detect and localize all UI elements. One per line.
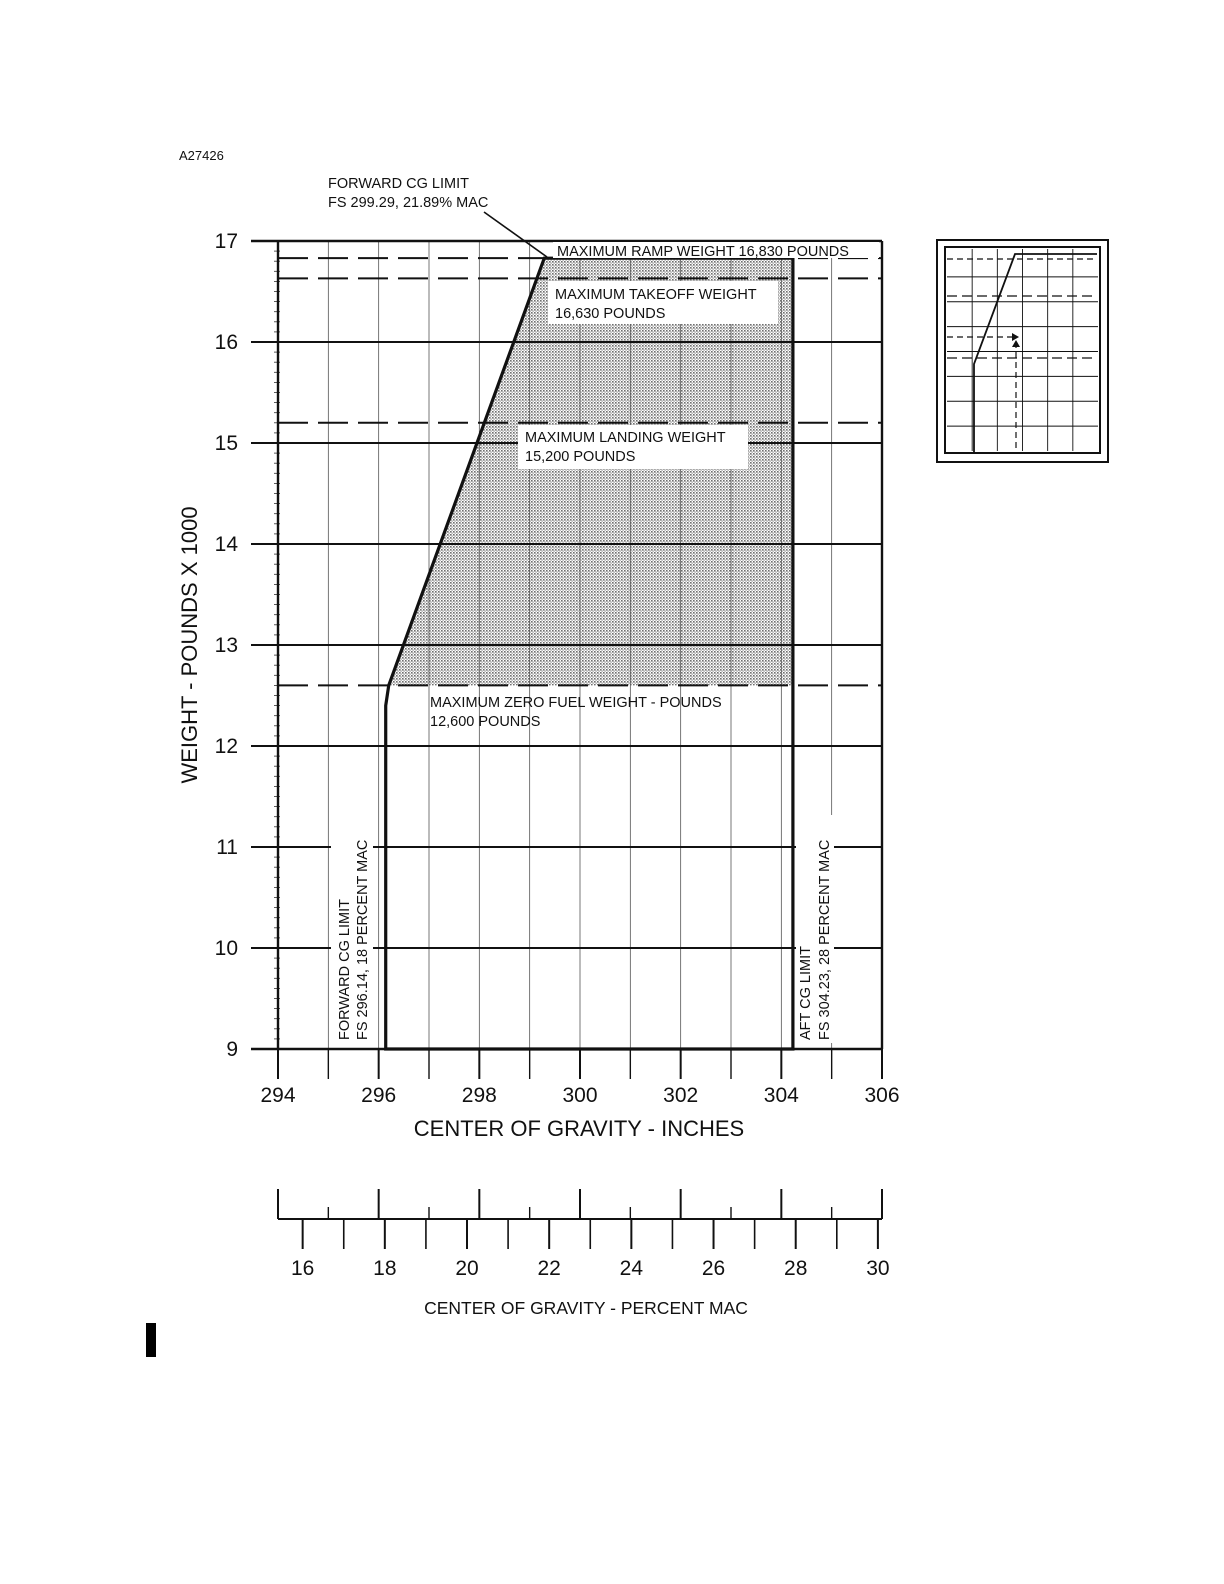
mac-tick-label: 22: [537, 1257, 561, 1280]
y-tick-label: 14: [214, 533, 238, 556]
landing-weight-value: 15,200 POUNDS: [525, 449, 636, 465]
aft-limit-annotation-line2: FS 304.23, 28 PERCENT MAC: [817, 839, 833, 1040]
percent-mac-axis: [278, 1189, 890, 1280]
mac-tick-label: 18: [373, 1257, 397, 1280]
forward-limit-annotation-line1: FORWARD CG LIMIT: [337, 899, 353, 1040]
forward-top-leader-line: [484, 212, 547, 257]
x-tick-label: 298: [461, 1084, 497, 1107]
index-thumbnail: [937, 240, 1108, 462]
y-tick-label: 16: [214, 331, 238, 354]
mac-tick-label: 20: [455, 1257, 479, 1280]
y-tick-label: 12: [214, 735, 238, 758]
mac-tick-label: 16: [290, 1257, 315, 1280]
forward-limit-annotation-line2: FS 296.14, 18 PERCENT MAC: [355, 839, 371, 1040]
x-tick-label: 300: [562, 1084, 598, 1107]
aft-limit-annotation-line1: AFT CG LIMIT: [798, 946, 814, 1040]
forward-top-annotation-line1: FORWARD CG LIMIT: [328, 176, 469, 192]
landing-weight-label: MAXIMUM LANDING WEIGHT: [525, 430, 726, 446]
x-tick-label: 296: [361, 1084, 397, 1107]
y-tick-label: 13: [214, 634, 238, 657]
ramp-weight-label: MAXIMUM RAMP WEIGHT 16,830 POUNDS: [557, 244, 849, 260]
forward-top-annotation-line2: FS 299.29, 21.89% MAC: [328, 195, 489, 211]
takeoff-weight-label: MAXIMUM TAKEOFF WEIGHT: [555, 287, 757, 303]
zero-fuel-weight-label: MAXIMUM ZERO FUEL WEIGHT - POUNDS: [430, 695, 722, 711]
figure-id: A27426: [179, 148, 224, 163]
y-axis-ticks: [215, 230, 239, 1061]
y-tick-label: 15: [214, 432, 238, 455]
y-tick-label: 11: [216, 836, 238, 859]
x-tick-label: 302: [663, 1084, 699, 1107]
takeoff-weight-value: 16,630 POUNDS: [555, 306, 666, 322]
mac-tick-label: 26: [701, 1257, 726, 1280]
x-axis-title: CENTER OF GRAVITY - INCHES: [413, 1116, 745, 1141]
x-axis-ticks: [260, 1049, 899, 1107]
y-axis-title: WEIGHT - POUNDS X 1000: [177, 506, 202, 784]
y-tick-label: 9: [226, 1038, 238, 1061]
mac-tick-label: 28: [784, 1257, 808, 1280]
y-tick-label: 10: [214, 937, 238, 960]
x-tick-label: 306: [864, 1084, 900, 1107]
mac-axis-title: CENTER OF GRAVITY - PERCENT MAC: [424, 1298, 748, 1318]
mac-tick-label: 30: [866, 1257, 890, 1280]
zero-fuel-weight-value: 12,600 POUNDS: [430, 714, 541, 730]
revision-bar: [146, 1323, 156, 1357]
mac-tick-label: 24: [619, 1257, 644, 1280]
x-tick-label: 294: [260, 1084, 296, 1107]
x-tick-label: 304: [763, 1084, 799, 1107]
y-tick-label: 17: [214, 230, 238, 253]
